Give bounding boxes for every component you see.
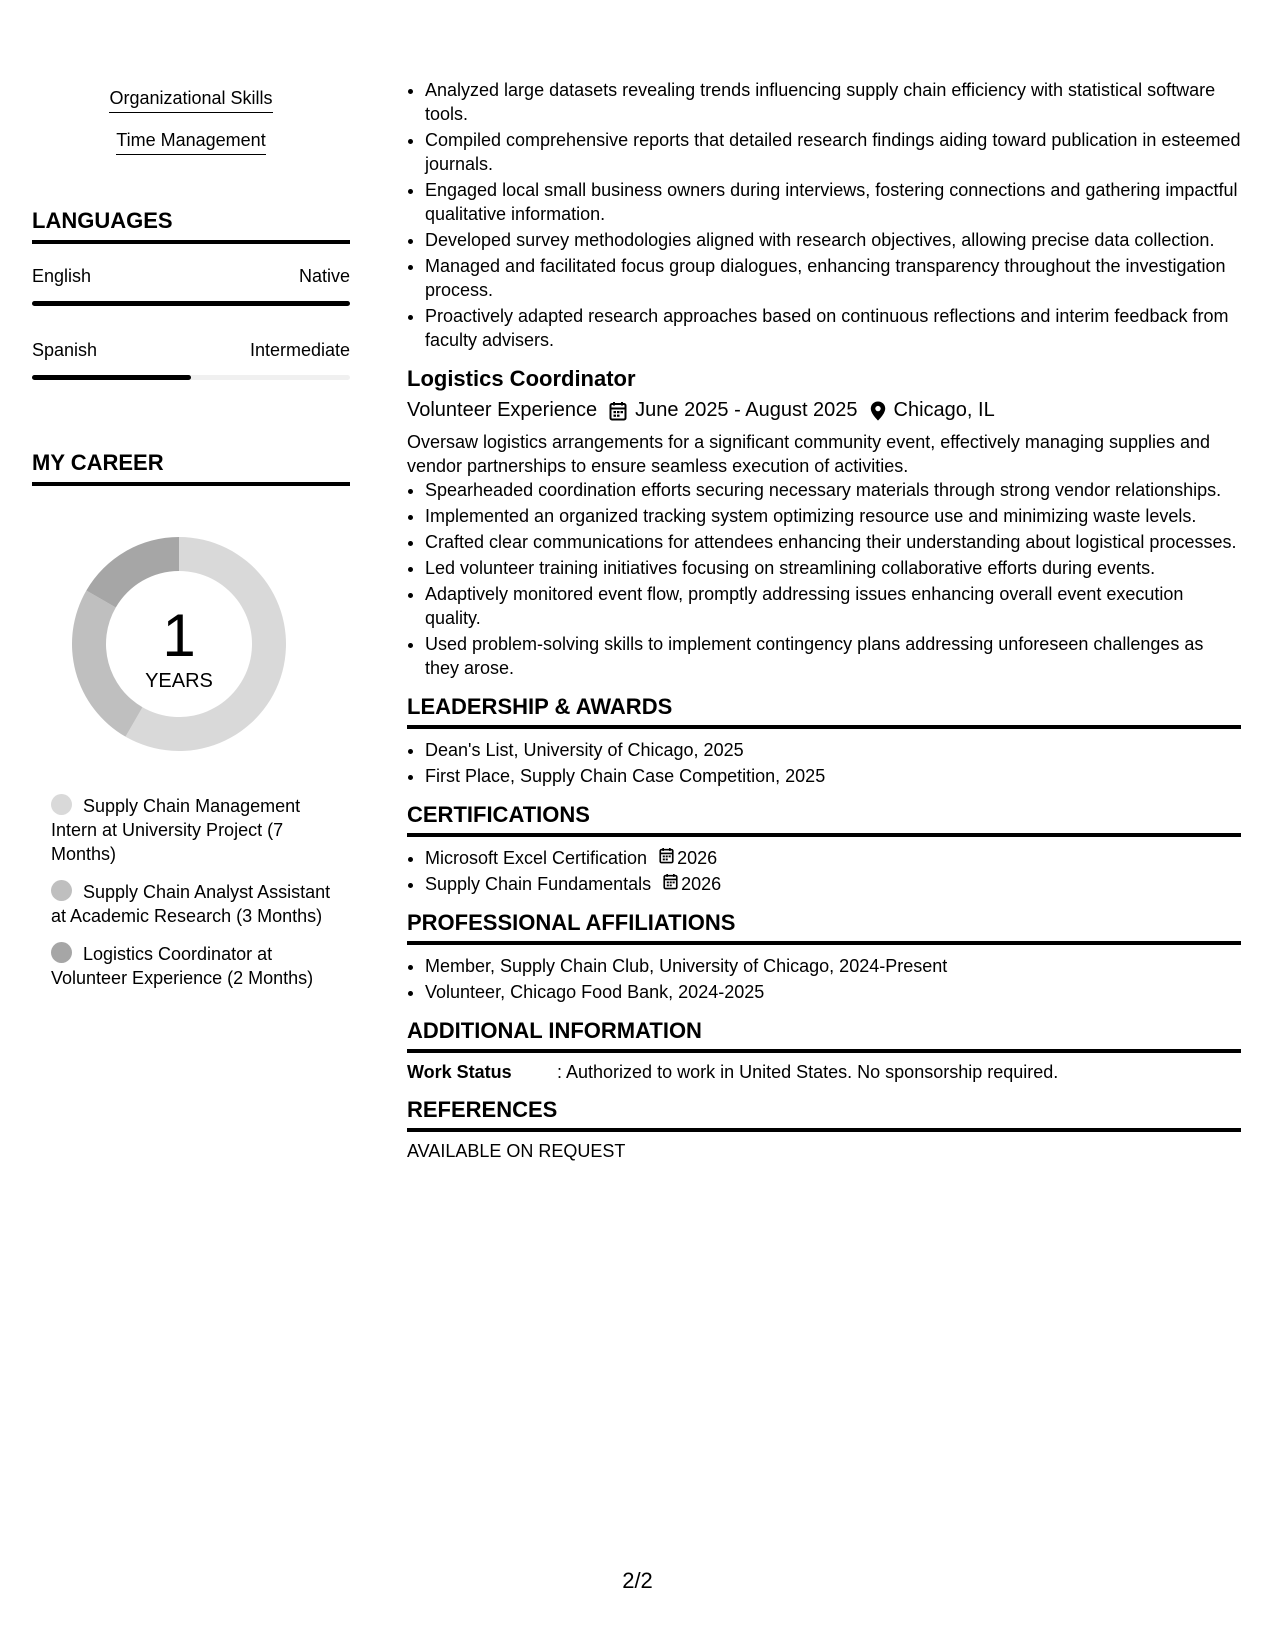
section-heading: REFERENCES [407,1097,1241,1132]
list-item: • Managed and facilitated focus group dialogues, enhancing transparency throughout the investigation process. [425,254,1241,302]
language-level: Intermediate [249,340,350,360]
list-item [425,846,1241,870]
legend-dot-icon [51,942,72,963]
references-text: AVAILABLE ON REQUEST [407,1141,626,1161]
main-content [407,78,1241,1162]
calendar-icon [659,846,677,870]
job-entry [407,366,1241,680]
career-years-label: YEARS [145,670,213,692]
legend-dot-icon [51,880,72,901]
language-level: Native [298,266,350,286]
skill-list [32,80,350,164]
sidebar [32,80,350,1004]
list-item: • Compiled comprehensive reports that detailed research findings aiding toward publication in esteemed journals. [425,128,1241,176]
job-description: Oversaw logistics arrangements for a significant community event, effectively managing supplies and vendor partnerships to ensure seamless execution of activities. [407,432,1211,476]
job-meta [407,399,1241,422]
list-item: • Proactively adapted research approaches based on continuous reflections and interim feedback from faculty advisers. [425,304,1241,352]
section-heading: LEADERSHIP & AWARDS [407,694,1241,729]
list-item: • Implemented an organized tracking system optimizing resource use and minimizing waste levels. [425,504,1241,528]
career-legend-item [51,942,341,990]
career-legend-text: Supply Chain Management Intern at University Project (7 Months) [51,796,301,864]
list-item: • Spearheaded coordination efforts securing necessary materials through strong vendor relationships. [425,478,1241,502]
career-legend-item [51,880,341,928]
language-name: Spanish [32,340,98,360]
calendar-icon [663,872,681,896]
list-item: • Analyzed large datasets revealing trends influencing supply chain efficiency with statistical software tools. [425,78,1241,126]
certifications-section [407,802,1241,896]
section-heading: ADDITIONAL INFORMATION [407,1018,1241,1053]
calendar-icon [609,401,627,421]
list-item: • First Place, Supply Chain Case Competition, 2025 [425,764,1241,788]
career-donut-chart [63,528,295,760]
additional-info-section [407,1018,1241,1083]
language-entry [32,266,350,306]
page-number: 2/2 [622,1568,653,1593]
list-item: • Volunteer, Chicago Food Bank, 2024-2025 [425,980,1241,1004]
job-company: Volunteer Experience [407,399,598,421]
certification-year: 2026 [681,874,722,894]
list-item: • Used problem-solving skills to implement contingency plans addressing unforeseen challenges as they arose. [425,632,1241,680]
career-legend [51,794,341,990]
location-pin-icon [870,401,886,421]
career-years-value: 1 [162,602,196,669]
skill-item: Time Management [116,130,265,155]
languages-section [32,208,350,380]
list-item: • Led volunteer training initiatives focusing on streamlining collaborative efforts during events. [425,556,1241,580]
legend-dot-icon [51,794,72,815]
languages-heading: LANGUAGES [32,208,350,244]
job-title: Logistics Coordinator [407,366,636,391]
career-legend-text: Supply Chain Analyst Assistant at Academic Research (3 Months) [51,882,331,926]
list-item: • Developed survey methodologies aligned with research objectives, allowing precise data collection. [425,228,1241,252]
language-proficiency-bar [32,375,350,380]
leadership-section [407,694,1241,788]
career-legend-text: Logistics Coordinator at Volunteer Experience (2 Months) [51,944,314,988]
language-entry [32,340,350,380]
section-heading: CERTIFICATIONS [407,802,1241,837]
job-location: Chicago, IL [893,399,995,421]
work-status-row [407,1062,1241,1083]
list-item: • Adaptively monitored event flow, promptly addressing issues enhancing overall event execution quality. [425,582,1241,630]
certification-year: 2026 [677,848,718,868]
certification-name: Microsoft Excel Certification [425,848,648,868]
language-proficiency-fill [32,301,350,306]
work-status-value: : Authorized to work in United States. No sponsorship required. [557,1062,1059,1082]
career-heading: MY CAREER [32,450,350,486]
career-legend-item [51,794,341,866]
affiliations-section [407,910,1241,1004]
job-dates: June 2025 - August 2025 [635,399,858,421]
skill-item: Organizational Skills [109,88,272,113]
list-item: • Crafted clear communications for attendees enhancing their understanding about logistical processes. [425,530,1241,554]
list-item [425,872,1241,896]
references-section [407,1097,1241,1162]
language-name: English [32,266,92,286]
list-item: • Dean's List, University of Chicago, 2025 [425,738,1241,762]
list-item: • Member, Supply Chain Club, University of Chicago, 2024-Present [425,954,1241,978]
career-section [32,450,350,990]
language-proficiency-fill [32,375,191,380]
research-bullet-list [407,78,1241,352]
job-bullet-list [407,478,1241,680]
section-heading: PROFESSIONAL AFFILIATIONS [407,910,1241,945]
list-item: • Engaged local small business owners during interviews, fostering connections and gathering impactful qualitative information. [425,178,1241,226]
work-status-label: Work Status [407,1062,512,1082]
language-proficiency-bar [32,301,350,306]
certification-name: Supply Chain Fundamentals [425,874,652,894]
